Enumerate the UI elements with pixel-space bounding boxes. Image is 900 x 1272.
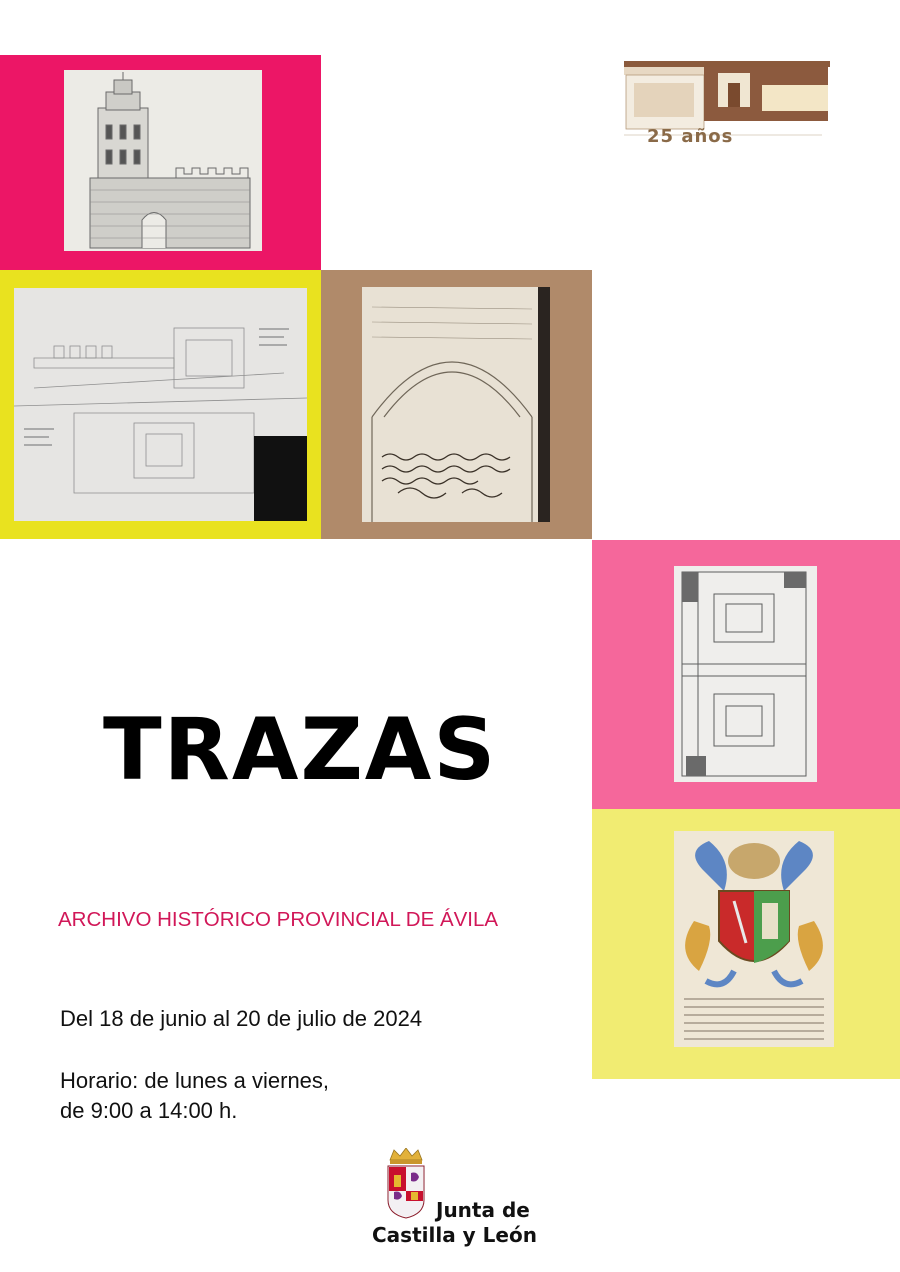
coat-of-arms-shield-icon <box>384 1148 428 1220</box>
archive-name: ARCHIVO HISTÓRICO PROVINCIAL DE ÁVILA <box>58 908 499 931</box>
coat-of-arms-image <box>674 831 834 1047</box>
opening-hours <box>60 1066 329 1126</box>
opening-hours-line-1: Horario: de lunes a viernes, <box>60 1068 330 1093</box>
arch-manuscript-image <box>362 287 550 522</box>
tower-drawing-image <box>64 70 262 251</box>
junta-castilla-leon-logo <box>370 1148 540 1248</box>
opening-hours-line-2: de 9:00 a 14:00 h. <box>60 1098 238 1123</box>
anniversary-label: 25 años <box>647 126 734 147</box>
junta-logo-line-1: Junta de <box>436 1198 530 1222</box>
exhibition-dates: Del 18 de junio al 20 de julio de 2024 <box>60 1006 423 1031</box>
floor-plan-image <box>14 288 307 521</box>
cloister-plan-image <box>674 566 817 782</box>
junta-logo-line-2: Castilla y León <box>372 1223 537 1247</box>
exhibition-title: TRAZAS <box>103 700 498 800</box>
